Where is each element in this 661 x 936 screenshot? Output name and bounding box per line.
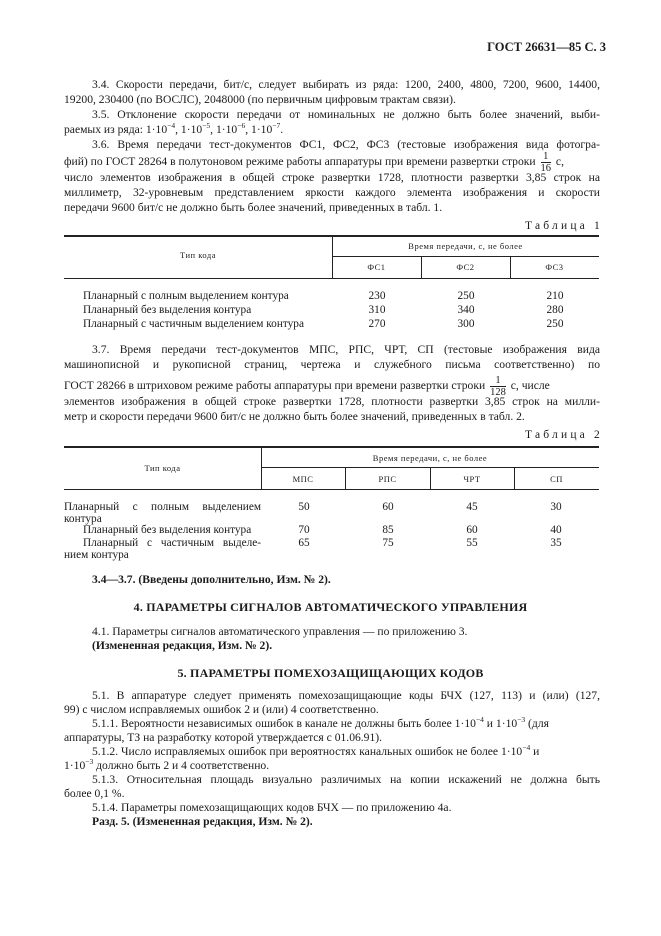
table2-caption: Таблица 2 xyxy=(525,429,603,441)
table1-col-fs3: ФС3 xyxy=(545,262,564,272)
table2-row3-type-cont: нием контура xyxy=(64,549,129,561)
table2-row3-sp: 35 xyxy=(550,537,562,549)
table2-row1-mps: 50 xyxy=(298,501,310,513)
p36-line5: передачи 9600 бит/с не должно быть более значений, приведенных в табл. 1. xyxy=(64,201,443,214)
table2-row2-chrt: 60 xyxy=(466,524,478,536)
p37-line3: ГОСТ 28266 в штриховом режиме работы аппаратуры при времени развертки строки $\frac{1}{128}$ с, числе xyxy=(64,375,550,398)
p34-line2: 19200, 230400 (по ВОСЛС), 2048000 (по первичным цифровым трактам связи). xyxy=(64,93,456,106)
table2-col-rps: РПС xyxy=(378,474,397,484)
p36-line2: фий) по ГОСТ 28264 в полутоновом режиме работы аппаратуры при времени развертки строки $\frac{1}{16}$ с, xyxy=(64,151,564,174)
table2-row2-type: Планарный без выделения контура xyxy=(83,524,252,536)
table1-row2-type: Планарный без выделения контура xyxy=(83,304,252,316)
p512-line1: 5.1.2. Число исправляемых ошибок при вероятностях канальных ошибок не более $1\cdot 10^{-4}$ и xyxy=(92,743,540,758)
p36-line3: число элементов изображения в общей строке развертки 1728, плотности развертки 3,85 строк на xyxy=(64,171,600,184)
page-header: ГОСТ 26631—85 С. 3 xyxy=(487,40,606,54)
p37-line1: 3.7. Время передачи тест-документов МПС, РПС, ЧРТ, СП (тестовые изображения вида xyxy=(92,343,600,356)
table1-row3-fs2: 300 xyxy=(457,318,475,330)
p513-line2: более 0,1 %. xyxy=(64,787,125,800)
section4-title: 4. ПАРАМЕТРЫ СИГНАЛОВ АВТОМАТИЧЕСКОГО УПРАВЛЕНИЯ xyxy=(133,600,528,614)
table2-row3-rps: 75 xyxy=(382,537,394,549)
table2-row3-type: Планарный с частичным выделе- xyxy=(83,537,261,549)
table1-caption: Таблица 1 xyxy=(525,220,603,232)
table2-row2-sp: 40 xyxy=(550,524,562,536)
table1-row2-fs2: 340 xyxy=(457,304,475,316)
table2-row3-chrt: 55 xyxy=(466,537,478,549)
p51-line1: 5.1. В аппаратуре следует применять помехозащищающие коды БЧХ (127, 113) и (или) (127, xyxy=(92,689,600,702)
table1-col-fs2: ФС2 xyxy=(456,262,475,272)
table1-row2-fs1: 310 xyxy=(368,304,386,316)
amendment-note-34-37: 3.4—3.7. (Введены дополнительно, Изм. № 2). xyxy=(92,573,331,586)
p41: 4.1. Параметры сигналов автоматического управления — по приложению 3. xyxy=(92,625,468,638)
table1-row1-type: Планарный с полным выделением контура xyxy=(83,290,289,302)
table1-header-type: Тип кода xyxy=(179,250,216,260)
table1-row1-fs3: 210 xyxy=(546,290,564,302)
p36-line4: миллиметр, 32-уровневым представлением яркости каждого элемента изображения и скорости xyxy=(64,186,600,199)
table1-row2-fs3: 280 xyxy=(546,304,564,316)
p36-line1: 3.6. Время передачи тест-документов ФС1, ФС2, ФС3 (тестовые изображения вида фотогра- xyxy=(92,138,600,151)
table1-row1-fs1: 230 xyxy=(368,290,386,302)
p37-line4: элементов изображения в общей строке развертки 1728, плотности развертки 3,85 строк на милли- xyxy=(64,395,600,408)
p35-line2: раемых из ряда: $1\cdot 10^{-4}$, $1\cdot 10^{-5}$, $1\cdot 10^{-6}$, $1\cdot 10^{-7}$. xyxy=(64,121,284,136)
p34-line1: 3.4. Скорости передачи, бит/с, следует выбирать из ряда: 1200, 2400, 4800, 7200, 9600, 14400, xyxy=(92,78,600,91)
p37-line5: метр и скорости передачи 9600 бит/с не должно быть более значений, приведенных в табл. 2. xyxy=(64,410,525,423)
table2-row1-type-cont: контура xyxy=(64,513,102,525)
p511-line2: аппаратуры, ТЗ на разработку которой утверждается с 01.06.91). xyxy=(64,731,383,744)
table2-col-sp: СП xyxy=(550,474,563,484)
table2-header-type: Тип кода xyxy=(144,463,181,473)
p512-line2: $1\cdot 10^{-3}$ должно быть 2 и 4 соответственно. xyxy=(64,757,270,772)
table2-row1-type: Планарный с полным выделением xyxy=(64,501,261,513)
table2-row2-mps: 70 xyxy=(298,524,310,536)
table2-col-chrt: ЧРТ xyxy=(463,474,481,484)
section5-title: 5. ПАРАМЕТРЫ ПОМЕХОЗАЩИЩАЮЩИХ КОДОВ xyxy=(177,666,484,680)
table2-row1-chrt: 45 xyxy=(466,501,478,513)
fraction-1-16: $\frac{1}{16}$ xyxy=(540,151,552,174)
table1-header-time: Время передачи, с, не более xyxy=(408,241,523,251)
table2-row1-rps: 60 xyxy=(382,501,394,513)
table2-row1-sp: 30 xyxy=(550,501,562,513)
section5-amendment-note: Разд. 5. (Измененная редакция, Изм. № 2). xyxy=(92,815,313,828)
table1-row3-type: Планарный с частичным выделением контура xyxy=(83,318,304,330)
p514: 5.1.4. Параметры помехозащищающих кодов БЧХ — по приложению 4а. xyxy=(92,801,452,814)
table1-row1-fs2: 250 xyxy=(457,290,475,302)
p511-line1: 5.1.1. Вероятности независимых ошибок в канале не должны быть более $1\cdot 10^{-4}$ и $1\cdot 10^{-3}$ (для xyxy=(92,715,549,730)
p35-line1: 3.5. Отклонение скорости передачи от номинальных не должно быть более значений, выби- xyxy=(92,108,600,121)
fraction-1-128: $\frac{1}{128}$ xyxy=(490,375,506,398)
table1-row3-fs3: 250 xyxy=(546,318,564,330)
p513-line1: 5.1.3. Относительная площадь визуально различимых на копии искажений не должна быть xyxy=(92,773,600,786)
table1-col-fs1: ФС1 xyxy=(367,262,386,272)
table2-col-mps: МПС xyxy=(292,474,314,484)
table2-row2-rps: 85 xyxy=(382,524,394,536)
p51-line2: 99) с числом исправляемых ошибок 2 и (или) 4 соответственно. xyxy=(64,703,379,716)
p37-line2: машинописной и рукописной страниц, чертежа и служебного письма соответственно) по xyxy=(64,358,600,371)
table2-header-time: Время передачи, с, не более xyxy=(372,453,488,463)
section4-amendment-note: (Измененная редакция, Изм. № 2). xyxy=(92,639,273,652)
table2-row3-mps: 65 xyxy=(298,537,310,549)
table1-row3-fs1: 270 xyxy=(368,318,386,330)
